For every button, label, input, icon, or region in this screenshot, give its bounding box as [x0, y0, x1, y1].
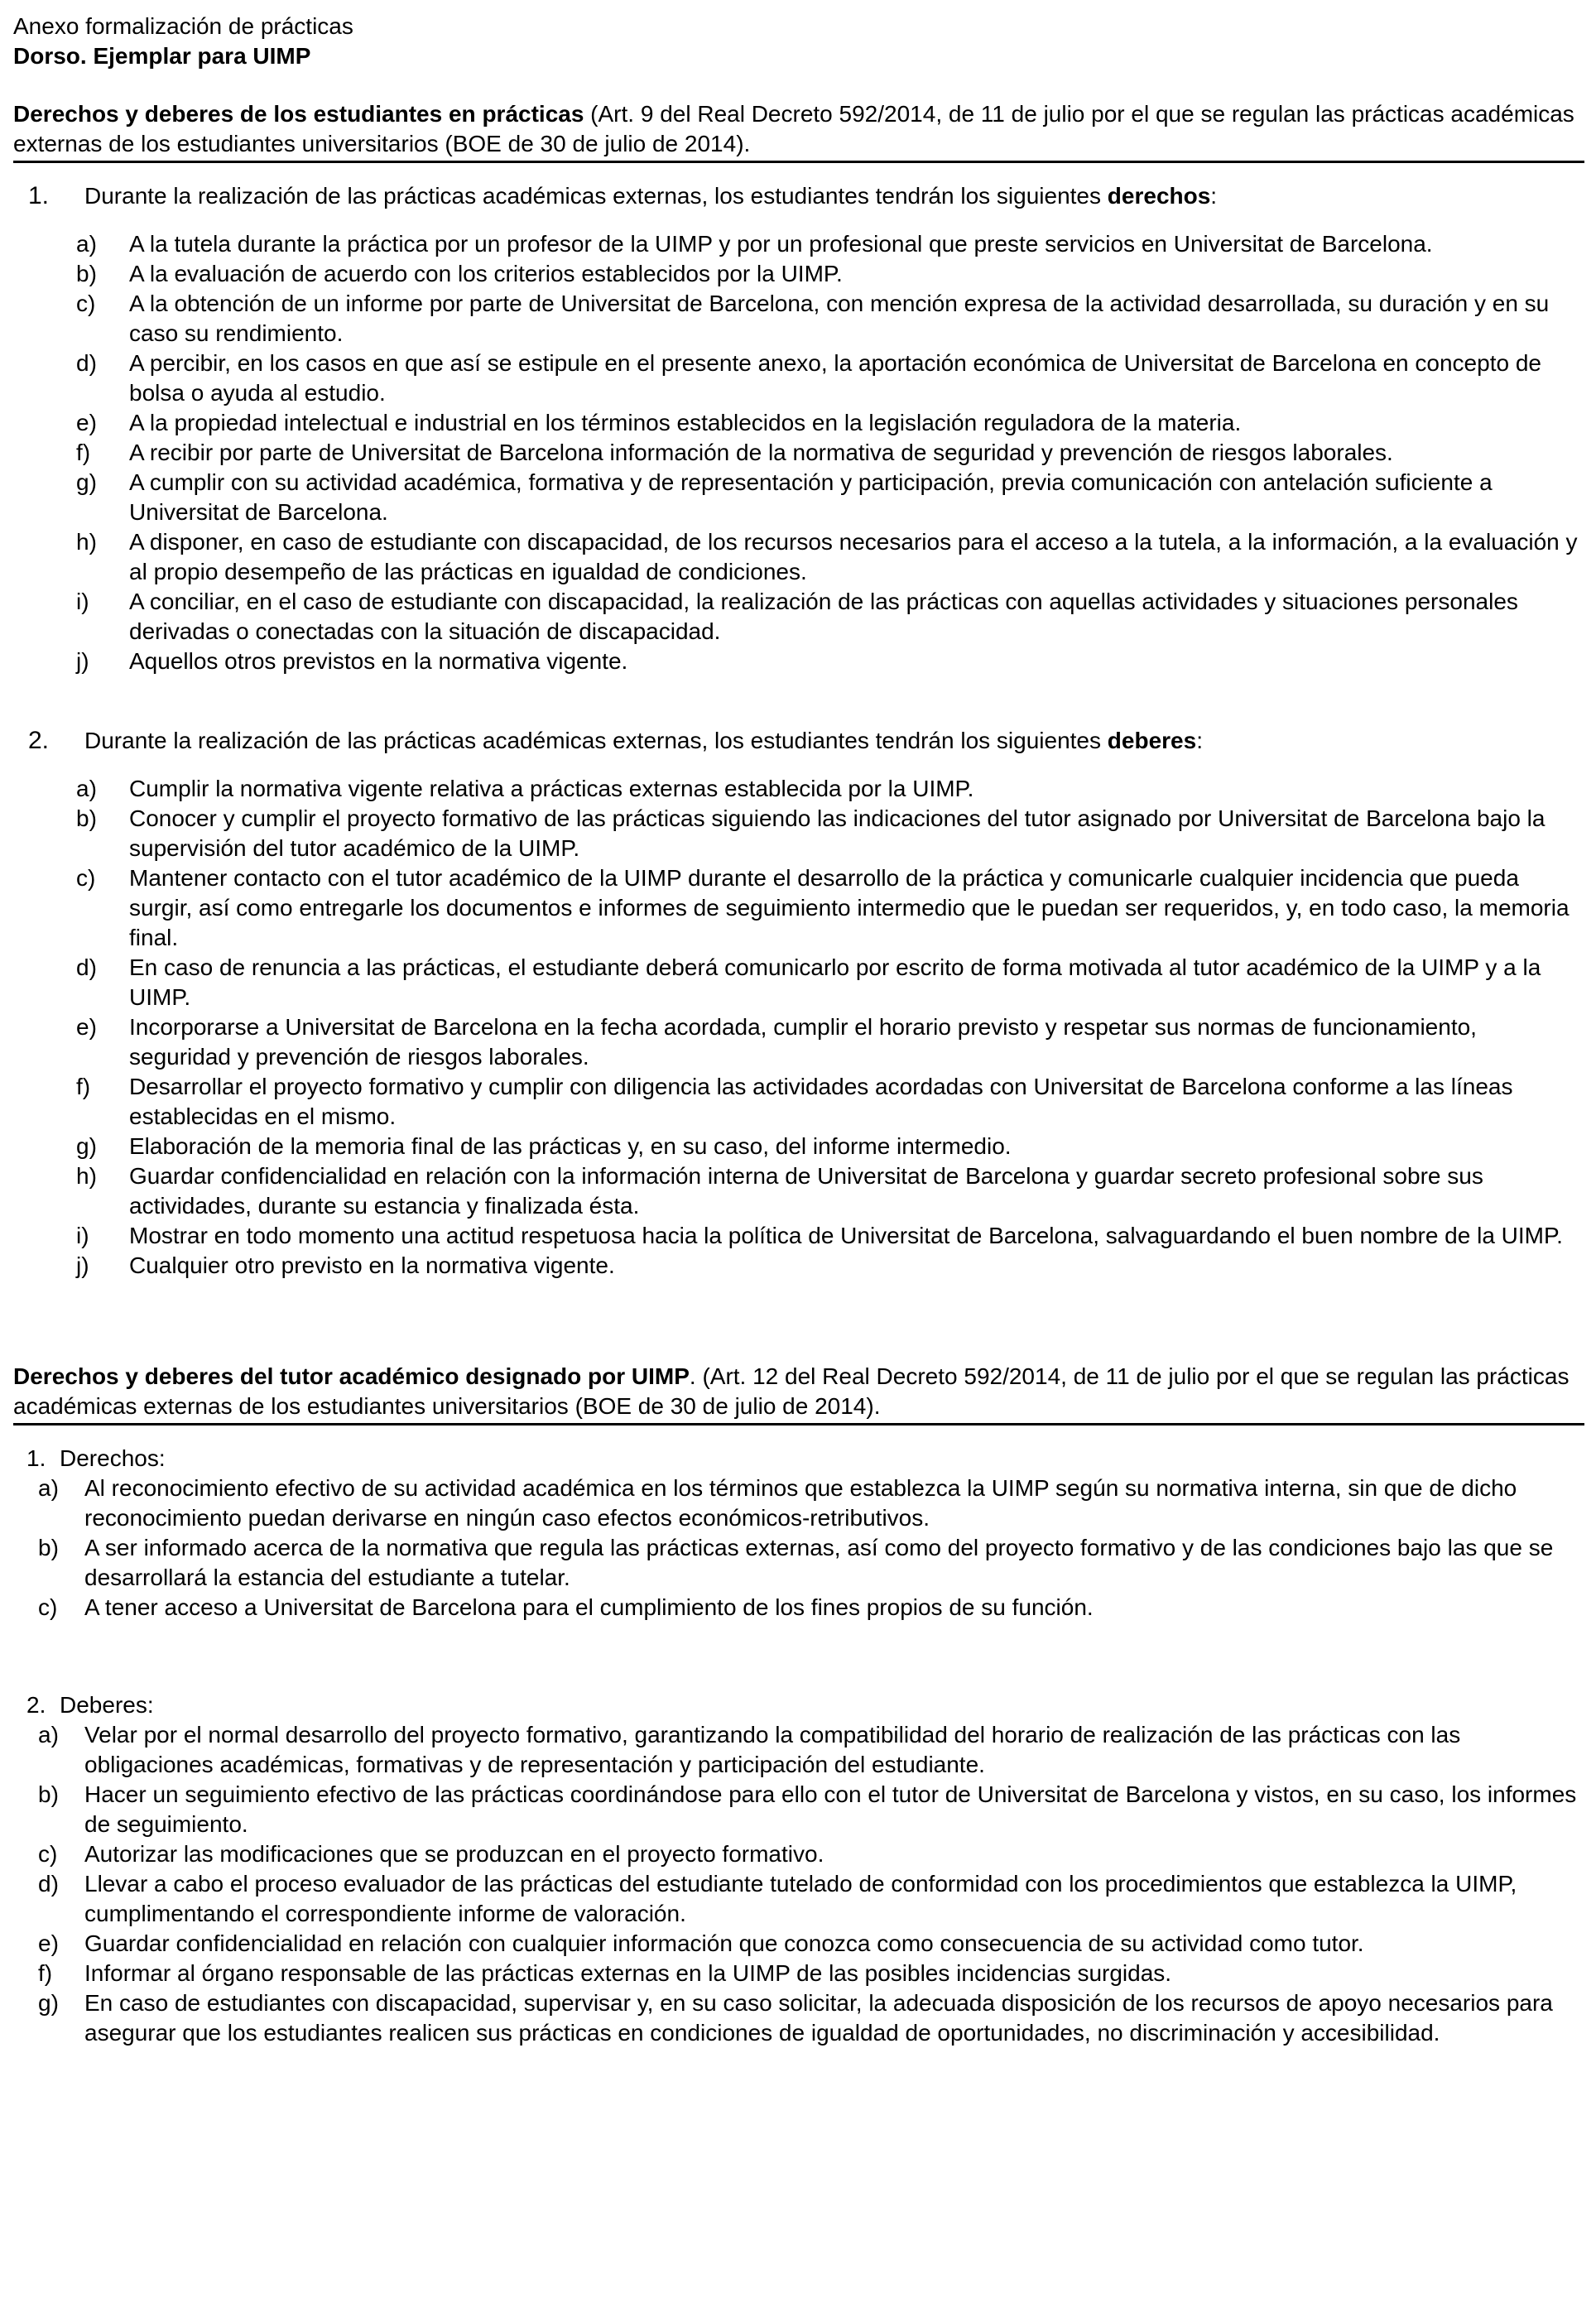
list-item-label: i): [76, 1223, 89, 1248]
list-item-text: Llevar a cabo el proceso evaluador de las prácticas del estudiante tutelado de conformidad con los procedimientos que establezca la UIMP, cumplimentando el correspondiente informe de valoración.: [84, 1871, 1517, 1926]
list-item-text: Mostrar en todo momento una actitud respetuosa hacia la política de Universitat de Barcelona, salvaguardando el buen nombre de la UIMP.: [129, 1223, 1563, 1248]
list-item-label: f): [38, 1960, 53, 1986]
list-item-text: Incorporarse a Universitat de Barcelona en la fecha acordada, cumplir el horario previsto y respetar sus normas de funcionamiento, seguridad y prevención de riesgos laborales.: [129, 1014, 1477, 1070]
list-item-label: g): [38, 1990, 59, 2016]
list-item: [13, 1161, 1584, 1221]
list-item: [13, 1869, 1584, 1929]
tutor-section-title: [13, 1362, 1584, 1421]
list-item: [13, 863, 1584, 953]
list-item-text: A cumplir con su actividad académica, formativa y de representación y participación, previa comunicación con antelación suficiente a Universitat de Barcelona.: [129, 469, 1493, 525]
list-item: [13, 953, 1584, 1012]
list-item-label: e): [38, 1930, 59, 1956]
students-duties-heading: [13, 726, 1584, 756]
list-item: [13, 229, 1584, 259]
list-item-label: b): [76, 805, 97, 831]
students-rights-heading: [13, 181, 1584, 211]
list-item-text: A recibir por parte de Universitat de Barcelona información de la normativa de seguridad y prevención de riesgos laborales.: [129, 440, 1393, 465]
students-duties-number: 2.: [28, 727, 50, 754]
list-item-label: c): [38, 1594, 58, 1620]
tutor-section-rule: [13, 1423, 1584, 1425]
students-title-bold: Derechos y deberes de los estudiantes en prácticas: [13, 101, 584, 127]
list-item: [13, 1839, 1584, 1869]
tutor-title-rest: . (Art. 12 del Real Decreto 592/2014, de 11 de julio por el que se regulan las prácticas académicas externas de los estudiantes universitarios (BOE de 30 de julio de 2014).: [13, 1363, 1570, 1419]
list-item: [13, 587, 1584, 647]
students-duties-intro: Durante la realización de las prácticas académicas externas, los estudiantes tendrán los siguientes: [84, 728, 1108, 753]
list-item-label: j): [76, 648, 89, 674]
list-item-text: A tener acceso a Universitat de Barcelona para el cumplimiento de los fines propios de su función.: [84, 1594, 1094, 1620]
list-item-text: Mantener contacto con el tutor académico de la UIMP durante el desarrollo de la práctica y comunicarle cualquier incidencia que pueda surgir, así como entregarle los documentos e informes de seguimiento intermedio que le puedan ser requeridos, y, en todo caso, la memoria final.: [129, 865, 1570, 950]
students-section-title: [13, 99, 1584, 159]
list-item-label: b): [38, 1781, 59, 1807]
list-item-label: b): [38, 1535, 59, 1560]
list-item: [13, 1593, 1584, 1623]
list-item: [13, 647, 1584, 676]
list-item: [13, 259, 1584, 289]
tutor-duties-heading: [13, 1690, 1584, 1720]
list-item-text: A conciliar, en el caso de estudiante con discapacidad, la realización de las prácticas con aquellas actividades y situaciones personales derivadas o conectadas con la situación de discapacidad.: [129, 589, 1518, 644]
list-item: [13, 289, 1584, 349]
list-item: [13, 1221, 1584, 1251]
list-item-label: a): [38, 1722, 59, 1748]
list-item-text: Cumplir la normativa vigente relativa a prácticas externas establecida por la UIMP.: [129, 776, 974, 801]
list-item-label: c): [38, 1841, 58, 1867]
list-item-label: c): [76, 291, 96, 316]
tutor-duties-heading-text: Deberes:: [60, 1692, 154, 1718]
students-duties-list: [13, 774, 1584, 1281]
list-item: [13, 1132, 1584, 1161]
list-item-label: a): [76, 231, 97, 257]
list-item: [13, 1959, 1584, 1988]
list-item-text: Aquellos otros previstos en la normativa vigente.: [129, 648, 628, 674]
list-item-label: g): [76, 469, 97, 495]
list-item-text: A disponer, en caso de estudiante con discapacidad, de los recursos necesarios para el acceso a la tutela, a la información, a la evaluación y al propio desempeño de las prácticas en igualdad de condiciones.: [129, 529, 1578, 584]
list-item-label: d): [76, 350, 97, 376]
list-item-label: c): [76, 865, 96, 891]
list-item: [13, 804, 1584, 863]
list-item-text: Velar por el normal desarrollo del proyecto formativo, garantizando la compatibilidad del horario de realización de las prácticas con las obligaciones académicas, formativas y de representación y participación del estudiante.: [84, 1722, 1461, 1777]
list-item-text: Hacer un seguimiento efectivo de las prácticas coordinándose para ello con el tutor de Universitat de Barcelona y vistos, en su caso, los informes de seguimiento.: [84, 1781, 1577, 1837]
list-item-text: En caso de estudiantes con discapacidad, supervisar y, en su caso solicitar, la adecuada disposición de los recursos de apoyo necesarios para asegurar que los estudiantes realicen sus prácticas en condiciones de igualdad de oportunidades, no discriminación y accesibilidad.: [84, 1990, 1553, 2046]
list-item-text: Autorizar las modificaciones que se produzcan en el proyecto formativo.: [84, 1841, 824, 1867]
students-section-rule: [13, 161, 1584, 163]
tutor-rights-heading: [13, 1444, 1584, 1474]
list-item-text: A percibir, en los casos en que así se estipule en el presente anexo, la aportación económica de Universitat de Barcelona en concepto de bolsa o ayuda al estudio.: [129, 350, 1541, 406]
list-item-label: e): [76, 410, 97, 435]
list-item: [13, 1988, 1584, 2048]
list-item-text: A la propiedad intelectual e industrial en los términos establecidos en la legislación reguladora de la materia.: [129, 410, 1242, 435]
tutor-rights-list: [13, 1474, 1584, 1623]
list-item-label: h): [76, 1163, 97, 1189]
list-item-label: e): [76, 1014, 97, 1040]
list-item: [13, 438, 1584, 468]
list-item: [13, 408, 1584, 438]
list-item: [13, 1012, 1584, 1072]
list-item-label: b): [76, 261, 97, 286]
list-item: [13, 1533, 1584, 1593]
list-item: [13, 1929, 1584, 1959]
list-item: [13, 1780, 1584, 1839]
list-item: [13, 1072, 1584, 1132]
students-rights-intro-bold: derechos: [1107, 183, 1211, 209]
list-item-text: Al reconocimiento efectivo de su actividad académica en los términos que establezca la UIMP según su normativa interna, sin que de dicho reconocimiento puedan derivarse en ningún caso efectos económicos-retributivos.: [84, 1475, 1517, 1531]
list-item-text: Elaboración de la memoria final de las prácticas y, en su caso, del informe intermedio.: [129, 1133, 1012, 1159]
students-rights-intro: Durante la realización de las prácticas académicas externas, los estudiantes tendrán los siguientes: [84, 183, 1108, 209]
list-item: [13, 349, 1584, 408]
list-item-text: Desarrollar el proyecto formativo y cumplir con diligencia las actividades acordadas con Universitat de Barcelona conforme a las líneas establecidas en el mismo.: [129, 1074, 1513, 1129]
students-rights-list: [13, 229, 1584, 676]
list-item: [13, 468, 1584, 527]
list-item: [13, 1474, 1584, 1533]
list-item-label: a): [38, 1475, 59, 1501]
list-item-label: d): [38, 1871, 59, 1897]
list-item-label: j): [76, 1252, 89, 1278]
list-item-label: f): [76, 1074, 91, 1099]
list-item-text: A la obtención de un informe por parte de Universitat de Barcelona, con mención expresa de la actividad desarrollada, su duración y en su caso su rendimiento.: [129, 291, 1550, 346]
list-item: [13, 527, 1584, 587]
list-item-label: g): [76, 1133, 97, 1159]
students-rights-number: 1.: [28, 182, 50, 209]
list-item-label: a): [76, 776, 97, 801]
students-rights-intro-end: :: [1210, 183, 1218, 209]
tutor-duties-number: 2.: [26, 1692, 46, 1718]
list-item-text: Cualquier otro previsto en la normativa vigente.: [129, 1252, 615, 1278]
tutor-duties-list: [13, 1720, 1584, 2048]
list-item-label: d): [76, 954, 97, 980]
list-item-text: A la tutela durante la práctica por un profesor de la UIMP y por un profesional que preste servicios en Universitat de Barcelona.: [129, 231, 1433, 257]
list-item-text: Guardar confidencialidad en relación con la información interna de Universitat de Barcelona y guardar secreto profesional sobre sus actividades, durante su estancia y finalizada ésta.: [129, 1163, 1483, 1219]
list-item: [13, 1251, 1584, 1281]
tutor-rights-heading-text: Derechos:: [60, 1445, 166, 1471]
tutor-title-bold: Derechos y deberes del tutor académico designado por UIMP: [13, 1363, 690, 1389]
list-item-label: i): [76, 589, 89, 614]
students-duties-intro-bold: deberes: [1107, 728, 1197, 753]
list-item-label: f): [76, 440, 91, 465]
list-item-text: Informar al órgano responsable de las prácticas externas en la UIMP de las posibles incidencias surgidas.: [84, 1960, 1172, 1986]
list-item-text: Conocer y cumplir el proyecto formativo de las prácticas siguiendo las indicaciones del tutor asignado por Universitat de Barcelona bajo la supervisión del tutor académico de la UIMP.: [129, 805, 1546, 861]
list-item-text: A ser informado acerca de la normativa que regula las prácticas externas, así como del proyecto formativo y de las condiciones bajo las que se desarrollará la estancia del estudiante a tutelar.: [84, 1535, 1554, 1590]
list-item: [13, 774, 1584, 804]
list-item-text: Guardar confidencialidad en relación con cualquier información que conozca como consecuencia de su actividad como tutor.: [84, 1930, 1364, 1956]
tutor-rights-number: 1.: [26, 1445, 46, 1471]
document-header-line1: Anexo formalización de prácticas: [13, 13, 353, 39]
document-header-line2: Dorso. Ejemplar para UIMP: [13, 43, 311, 69]
list-item: [13, 1720, 1584, 1780]
students-duties-intro-end: :: [1196, 728, 1203, 753]
list-item-text: En caso de renuncia a las prácticas, el estudiante deberá comunicarlo por escrito de forma motivada al tutor académico de la UIMP y a la UIMP.: [129, 954, 1541, 1010]
list-item-text: A la evaluación de acuerdo con los criterios establecidos por la UIMP.: [129, 261, 843, 286]
students-title-rest: (Art. 9 del Real Decreto 592/2014, de 11 de julio por el que se regulan las prácticas académicas externas de los estudiantes universitarios (BOE de 30 de julio de 2014).: [13, 101, 1574, 156]
list-item-label: h): [76, 529, 97, 555]
